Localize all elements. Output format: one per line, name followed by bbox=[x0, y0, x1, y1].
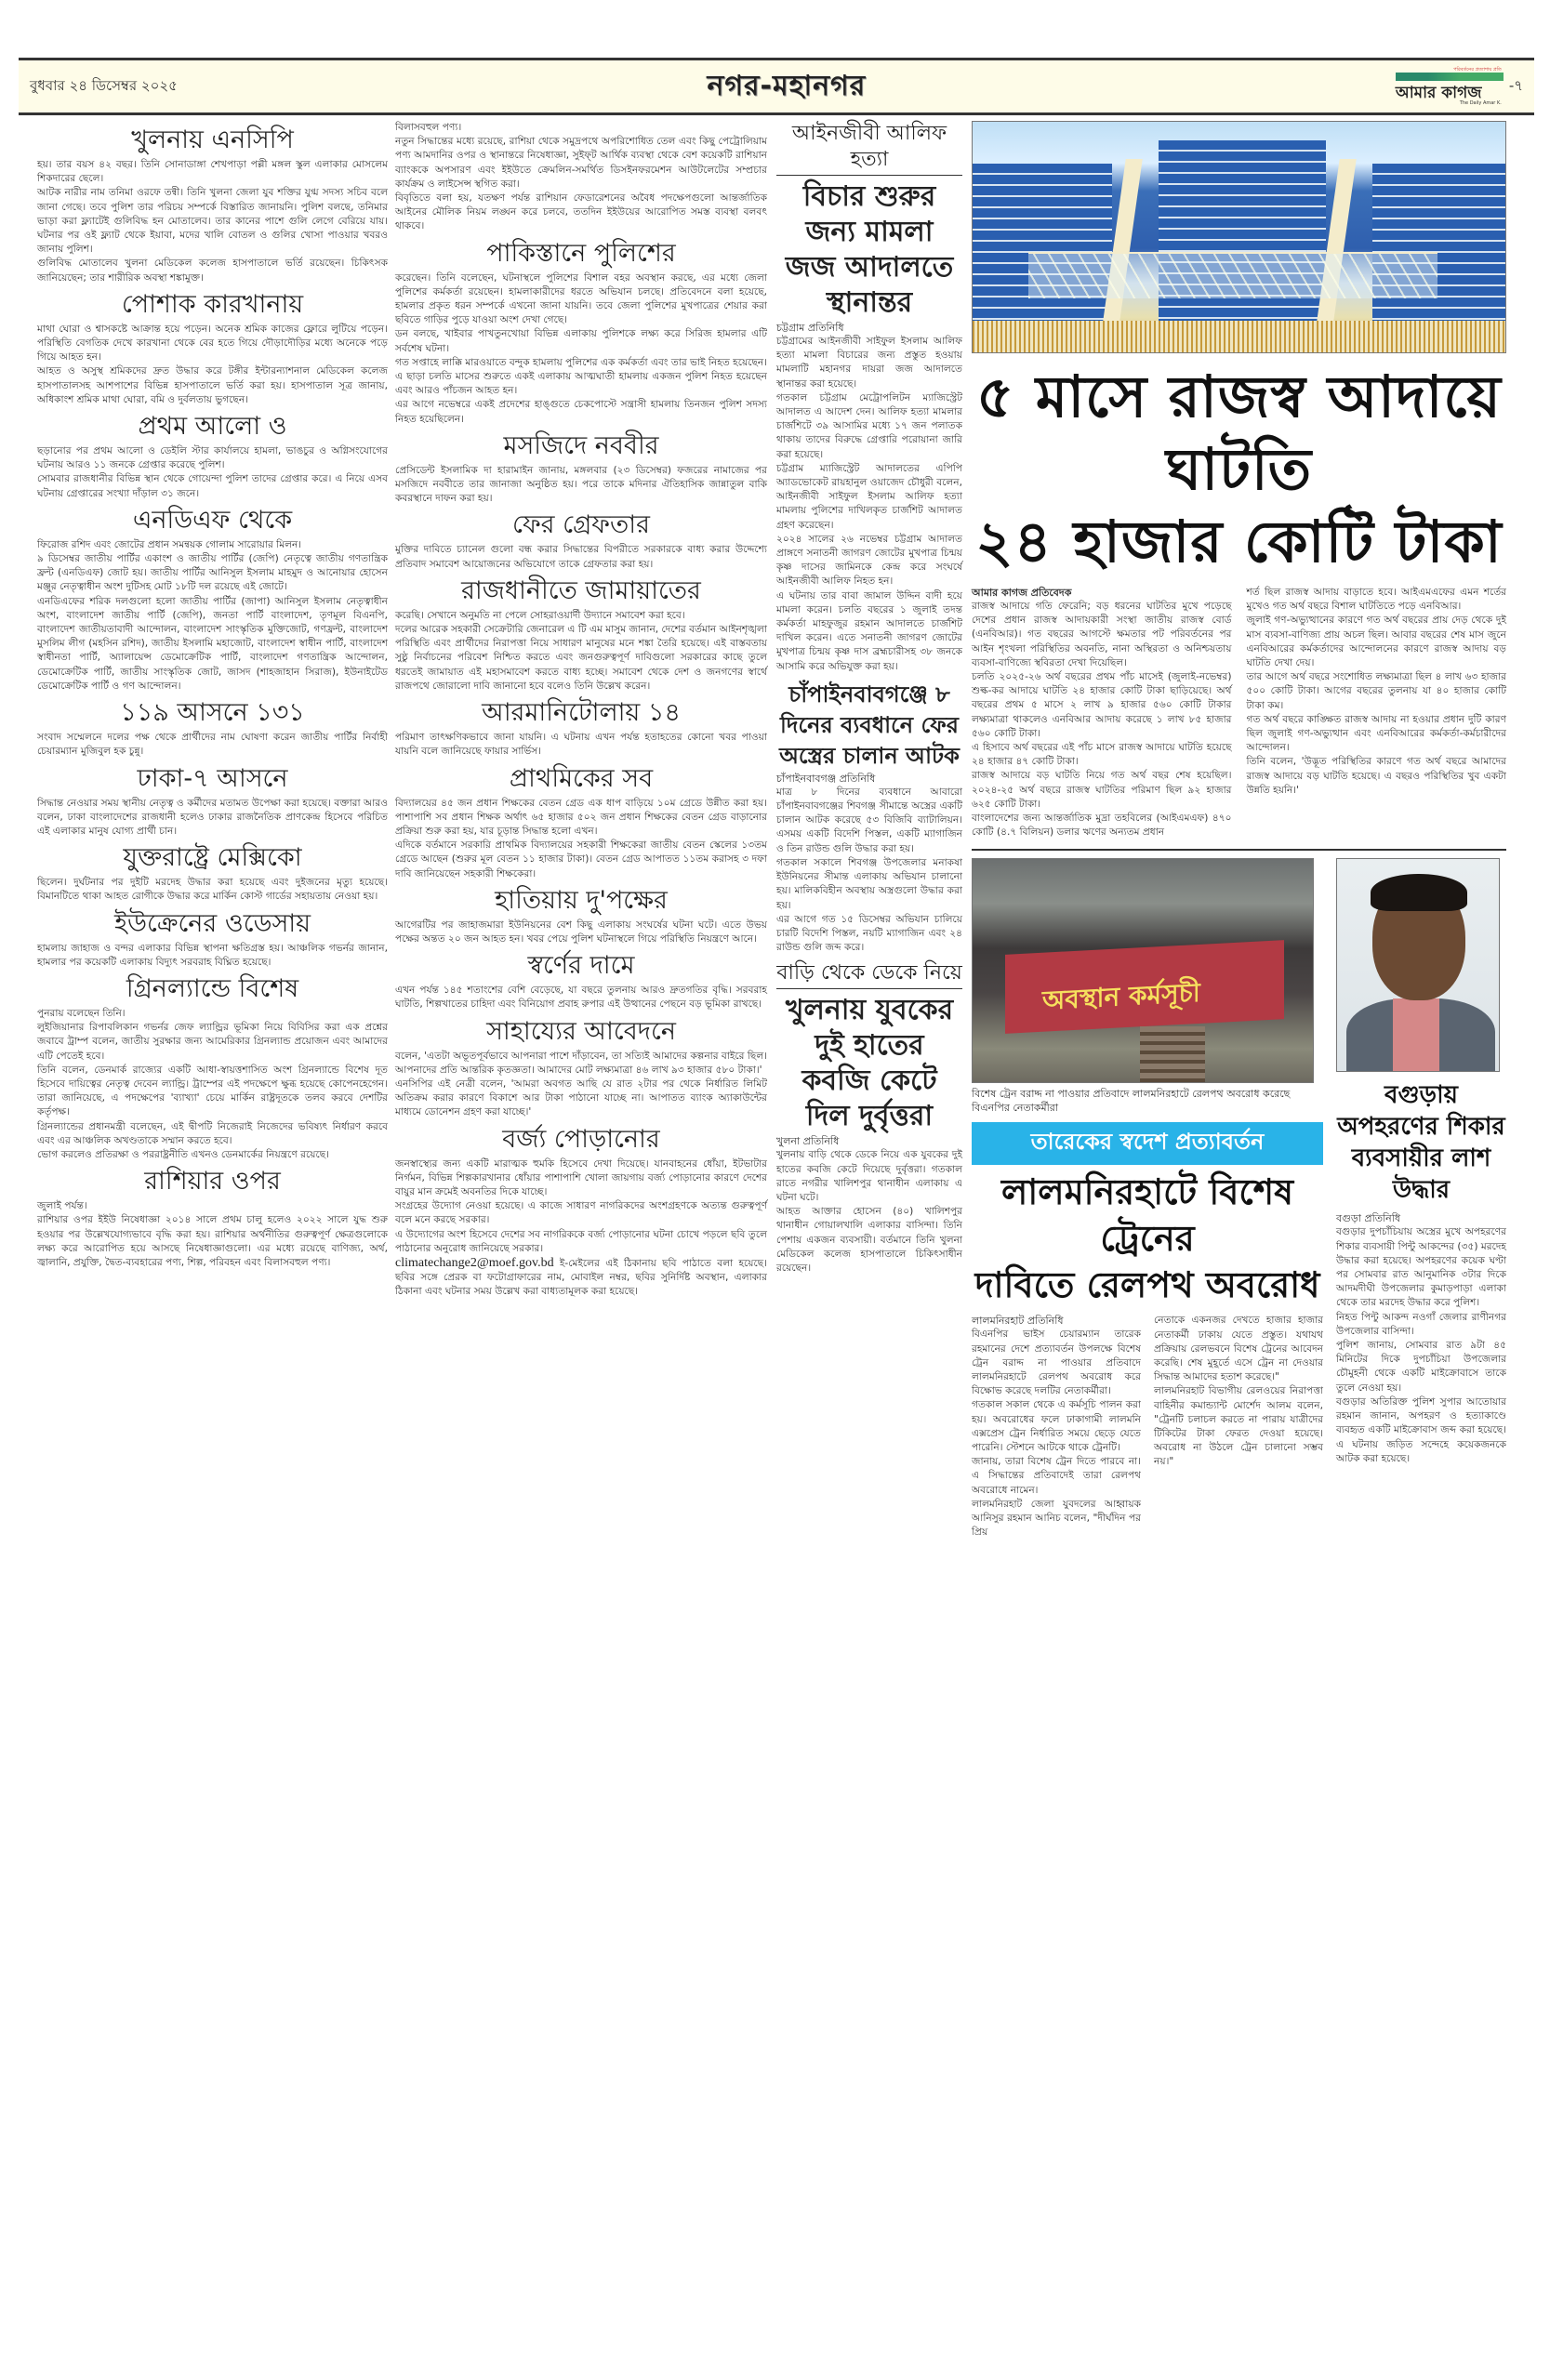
section-headline: এনডিএফ থেকে bbox=[132, 505, 293, 535]
paragraph: আটক নারীর নাম তনিমা ওরফে তন্বী। তিনি খুলনা জেলা যুব শক্তির যুগ্ম সদস্য সচিব বলে জানা গেছে। তবে পুলিশ তার পরিচয় সম্পর্কে বিস্তারিত জানায়নি। পুলিশ বলছে, তনিমার ভাড়া করা ফ্ল্যাটেই গুলিবিদ্ধ হন মোতালেব। তার কানের পাশে গুলি লেগে বেরিয়ে যায়। ঘটনার পর ওই ফ্ল্যাট থেকে ইয়াবা, মদের খালি বোতল ও গুলির খোসা পাওয়ার খবরও জানায় পুলিশ। bbox=[37, 187, 388, 256]
paragraph: করেছেন। তিনি বলেছেন, ঘটনাস্থলে পুলিশের বিশাল বহর অবস্থান করছে, এর মধ্যে জেলা পুলিশের কর্মকর্তা রয়েছেন। হামলাকারীদের ধরতে অভিযান চলছে। প্রতিবেদনে বলা হয়েছে, হামলার প্রকৃত ধরন সম্পর্কে এখনো জানা যায়নি। তবে জেলা পুলিশের মুখপাত্রের শেয়ার করা ছবিতে গাড়ির পুড়ে যাওয়া অংশ দেখা গেছে। bbox=[395, 271, 767, 326]
rail-body-col2 bbox=[1154, 1314, 1323, 1540]
lead-body bbox=[972, 586, 1506, 840]
paragraph: চট্টগ্রাম ম্যাজিস্ট্রেট আদালতের এপিপি অ্যাডভোকেট রায়হানুল ওয়াজেদ চৌধুরী বলেন, আইনজীবী সাইফুল ইসলাম আলিফ হত্যা মামলায় পুলিশের দাখিলকৃত চার্জশিট আদালত গ্রহণ করেছেন। bbox=[776, 462, 962, 531]
paragraph: জনস্বাস্থ্যের জন্য একটি মারাত্মক হুমকি হিসেবে দেখা দিয়েছে। যানবাহনের ধোঁয়া, ইটভাটার নির্গমন, বিভিন্ন শিল্পকারখানার ধোঁয়ার পাশাপাশি খোলা জায়গায় বর্জ্য পোড়ানোর কারণে দেশের বায়ুর মান ক্রমেই অবনতির দিকে যাচ্ছে। bbox=[395, 1157, 767, 1197]
paragraph: মাথা ঘোরা ও শ্বাসকষ্টে আক্রান্ত হয়ে পড়েন। অনেক শ্রমিক কাজের ফ্লোরে লুটিয়ে পড়েন। পরিস্থিতি বেগতিক দেখে কারখানা থেকে বের হতে গিয়ে দৌড়াদৌড়ির মধ্যে অনেকে পড়ে গিয়ে আহত হন। bbox=[37, 323, 388, 364]
paragraph: গুলিবিদ্ধ মোতালেব খুলনা মেডিকেল কলেজ হাসপাতালে ভর্তি রয়েছেন। চিকিৎসক জানিয়েছেন; তার শারীরিক অবস্থা শঙ্কামুক্ত। bbox=[37, 258, 388, 284]
paragraph: ৯ ডিসেম্বর জাতীয় পার্টির একাংশ ও জাতীয় পার্টির (জেপি) নেতৃত্বে জাতীয় গণতান্ত্রিক ফ্রন্ট (এনডিএফ) জোট হয়। জাতীয় পার্টির আনিসুল ইসলাম মাহমুদ ও আনোয়ার হোসেন মঞ্জুর নেতৃত্বাধীন অংশ দুটিসহ মোট ১৮টি দল রয়েছে এই জোটে। bbox=[37, 553, 388, 593]
nbr-building-photo bbox=[972, 121, 1506, 353]
paragraph: ফিরোজ রশিদ এবং জোটের প্রধান সমন্বয়ক গোলাম সারোয়ার মিলন। bbox=[37, 538, 302, 550]
section-headline: খুলনায় এনসিপি bbox=[131, 126, 294, 154]
paragraph: রাজস্ব আদায়ে বড় ঘাটতি নিয়ে গত অর্থ বছর শেষ হয়েছিল। ২০২৪-২৫ অর্থ বছরে রাজস্ব ঘাটতির পরিমাণ ছিল ৯২ হাজার ৬২৫ কোটি টাকা। bbox=[972, 770, 1232, 810]
section-headline: ঢাকা-৭ আসনে bbox=[137, 763, 288, 793]
paragraph: গত সপ্তাহে লাক্কি মারওয়াতে বন্দুক হামলায় পুলিশের এক কর্মকর্তা এবং তার ভাই নিহত হয়েছেন। এ ছাড়া চলতি মাসের শুরুতে একই এলাকায় আত্মঘাতী হামলায় একজন পুলিশ নিহত হয়েছেন এবং আরও পাঁচজন আহত হন। bbox=[395, 356, 767, 397]
section-headline: বর্জ্য পোড়ানোর bbox=[502, 1124, 660, 1154]
logo-subtitle: The Daily Amar K. bbox=[1459, 100, 1502, 106]
paragraph: বগুড়ার দুপচাঁচিয়ায় অস্ত্রের মুখে অপহরণের শিকার ব্যবসায়ী পিন্টু আকন্দের (৩৫) মরদেহ উদ্ধার করা হয়েছে। অপহরণের কয়েক ঘণ্টা পর সোমবার রাত আনুমানিক ৩টার দিকে আদমদীঘী উপজেলার কুমাড়পাড়া এলাকা থেকে তার মরদেহ উদ্ধার করে পুলিশ। bbox=[1336, 1226, 1506, 1309]
story-odesa bbox=[37, 908, 388, 970]
paragraph: মাত্র ৮ দিনের ব্যবধানে আবারো চাঁপাইনবাবগঞ্জের শিবগঞ্জ সীমান্তে অস্ত্রের একটি চালান আটক করেছে ৫৩ বিজিবি ব্যাটালিয়ন। এসময় একটি বিদেশি পিস্তল, একটি ম্যাগাজিন ও তিন রাউন্ড গুলি উদ্ধার করা হয়। bbox=[776, 786, 962, 854]
paragraph: ২০২৪ সালের ২৬ নভেম্বর চট্টগ্রাম আদালত প্রাঙ্গণে সনাতনী জাগরণ জোটের মুখপাত্র চিন্ময় কৃষ্ণ দাসের জামিনকে কেন্দ্র করে সংঘর্ষে আইনজীবী আলিফ নিহত হন। bbox=[776, 533, 962, 588]
protest-photo bbox=[972, 858, 1314, 1083]
story-headline: খুলনায় যুবকের দুই হাতের কবজি কেটে দিল দুর্বৃত্তরা bbox=[785, 994, 954, 1133]
portrait-shirt bbox=[1393, 998, 1439, 1072]
protest-banner bbox=[1005, 941, 1284, 1035]
section-headline: প্রথম আলো ও bbox=[138, 412, 287, 442]
glass-canopy bbox=[1028, 252, 1437, 298]
rail-headline bbox=[972, 1169, 1323, 1308]
section-title: নগর-মহানগর bbox=[707, 69, 867, 102]
paragraph: পুলিশ জানায়, সোমবার রাত ৯টা ৪৫ মিনিটের দিকে দুপচাঁচিয়া উপজেলার চৌমুহনী থেকে একটি মাইক্রোবাসে তাকে তুলে নেওয়া হয়। bbox=[1336, 1340, 1506, 1394]
paragraph bbox=[395, 1256, 767, 1300]
story-dhaka-7 bbox=[37, 763, 388, 840]
banner-text: অবস্থান কর্মসূচী bbox=[1042, 977, 1200, 1017]
paragraph: গত অর্থ বছরে কাঙ্ক্ষিত রাজস্ব আদায় না হওয়ার প্রধান দুটি কারণ ছিল জুলাই গণ-অভ্যুত্থান এবং এনবিআরের কর্মকর্তা-কর্মচারীদের আন্দোলন। bbox=[1246, 713, 1506, 754]
logo-name: আমার কাগজ bbox=[1395, 84, 1482, 102]
paragraph: ভোগ করলেও প্রতিরক্ষা ও পররাষ্ট্রনীতি এখনও ডেনমার্কের নিয়ন্ত্রণে রয়েছে। bbox=[37, 1148, 329, 1160]
paragraph: পরিমাণ তাৎক্ষণিকভাবে জানা যায়নি। এ ঘটনায় এখন পর্যন্ত হতাহতের কোনো খবর পাওয়া যায়নি বলে জানিয়েছে ফায়ার সার্ভিস। bbox=[395, 732, 767, 758]
issue-date: বুধবার ২৪ ডিসেম্বর ২০২৫ bbox=[30, 76, 178, 94]
story-kicker: আইনজীবী আলিফ হত্যা bbox=[776, 121, 962, 176]
story-headline: বিচার শুরুর জন্য মামলা জজ আদালতে স্থানান্তর bbox=[785, 180, 954, 319]
paragraph: এদিকে বর্তমানে সরকারি প্রাথমিক বিদ্যালয়ের সহকারী শিক্ষকেরা জাতীয় বেতন স্কেলের ১৩তম গ্রেডে আছেন (শুরুর মূল বেতন ১১ হাজার টাকা)। বেতন গ্রেড আপাতত ১১তম করাসহ ৩ দফা দাবি জানিয়েছেন সহকারী শিক্ষকেরা। bbox=[395, 840, 767, 879]
paragraph: পুনরায় বলেছেন তিনি। bbox=[37, 1007, 126, 1019]
paragraph: সোমবার রাজধানীর বিভিন্ন স্থান থেকে গোয়েন্দা পুলিশ তাদের গ্রেপ্তার করে। এ নিয়ে এসব ঘটনায় গ্রেপ্তারের সংখ্যা দাঁড়াল ৩১ জনে। bbox=[37, 473, 388, 499]
paragraph: গ্রিনল্যান্ডের প্রধানমন্ত্রী বলেছেন, এই দ্বীপটি নিজেরাই নিজেদের ভবিষ্যৎ নির্ধারণ করবে এবং এর আঞ্চলিক অখণ্ডতাকে সম্মান করতে হবে। bbox=[37, 1120, 388, 1146]
paragraph: দলের আরেক সহকারী সেক্রেটারি জেনারেল এ টি এম মাসুম জানান, দেশের বর্তমান আইনশৃঙ্খলা পরিস্থিতি এবং প্রার্থীদের নিরাপত্তা নিয়ে সাধারণ মানুষের মনে শঙ্কা তৈরি হয়েছে। এই বাস্তবতায় সুষ্ঠু নির্বাচনের পরিবেশ নিশ্চিত করতে এবং জনগুরুত্বপূর্ণ দাবিগুলো সরকারের কাছে তুলে ধরতেই জামায়াত এই মহাসমাবেশ করতে বাধ্য হচ্ছে। সমাবেশ থেকে দেশ ও জনগণের স্বার্থে রাজপথে জোরালো দাবি জানানো হবে বলেও তিনি উল্লেখ করেন। bbox=[395, 624, 767, 692]
newspaper-logo bbox=[1396, 67, 1504, 106]
story-alif-murder bbox=[776, 121, 962, 674]
paragraph: লুইজিয়ানার রিপাবলিকান গভর্নর জেফ ল্যান্ড্রির ভূমিকা নিয়ে বিবিসির করা এক প্রশ্নের জবাবে ট্রাম্প বলেন, জাতীয় সুরক্ষার জন্য আমেরিকার গ্রিনল্যান্ড প্রয়োজন এবং আমাদের এটি পেতেই হবে। bbox=[37, 1022, 388, 1062]
paragraph: ছিলেন। দুর্ঘটনার পর দুইটি মরদেহ উদ্ধার করা হয়েছে এবং দুইজনের মৃত্যু হয়েছে। বিমানটিতে থাকা আহত রোগীকে উদ্ধার করে মার্কিন কোস্ট গার্ডের সহায়তায় নেওয়া হয়। bbox=[37, 877, 388, 903]
story-ndf bbox=[37, 505, 388, 694]
narrow-column bbox=[776, 121, 962, 1276]
photo-caption: বিশেষ ট্রেন বরাদ্দ না পাওয়ার প্রতিবাদে লালমনিরহাটে রেলপথ অবরোধ করেছে বিএনপির নেতাকর্মীরা bbox=[972, 1088, 1291, 1115]
paragraph: এ ঘটনায় তার বাবা জামাল উদ্দিন বাদী হয়ে মামলা করেন। চলতি বছরের ১ জুলাই তদন্ত কর্মকর্তা মাহফুজুর রহমান আদালতে চার্জশিট দাখিল করেন। এতে সনাতনী জাগরণ জোটের মুখপাত্র চিন্ময় কৃষ্ণ দাস ব্রহ্মচারীসহ ৩৮ জনকে আসামি করে অভিযুক্ত করা হয়। bbox=[776, 589, 962, 672]
lead-body-col1 bbox=[972, 586, 1232, 840]
lead-headline-line2: ২৪ হাজার কোটি টাকা bbox=[975, 508, 1503, 575]
byline: চাঁপাইনবাবগঞ্জ প্রতিনিধি bbox=[776, 772, 876, 785]
paragraph: সংগ্রহের উদ্যোগ নেওয়া হয়েছে। এ কাজে সাধারণ নাগরিকদের অংশগ্রহণকে অত্যন্ত গুরুত্বপূর্ণ বলে মনে করছে সরকার। bbox=[395, 1200, 767, 1226]
bogura-block bbox=[1336, 858, 1506, 1540]
victim-portrait bbox=[1336, 858, 1500, 1072]
lead-headline bbox=[972, 361, 1506, 578]
paragraph: এর আগে গত ১৫ ডিসেম্বর অভিযান চালিয়ে চারটি বিদেশি পিস্তল, নয়টি ম্যাগাজিন এবং ২৪ রাউন্ড গুলি জব্দ করে। bbox=[776, 913, 962, 954]
page-number: -৭ bbox=[1508, 76, 1523, 94]
paragraph: নেতাকে একনজর দেখতে হাজার হাজার নেতাকর্মী ঢাকায় যেতে প্রস্তুত। যথাযথ প্রক্রিয়ায় রেলভবনে বিশেষ ট্রেনের আবেদন করেছি। শেষ মুহূর্তে এসে ট্রেন না দেওয়ার সিদ্ধান্ত আমাদের হতাশ করেছে।" bbox=[1154, 1315, 1323, 1383]
middle-column bbox=[395, 121, 767, 1300]
paragraph: বলেন, 'এতটা অভূতপূর্বভাবে আপনারা পাশে দাঁড়াবেন, তা সত্যিই আমাদের কল্পনার বাইরে ছিল। আপনাদের প্রতি আন্তরিক কৃতজ্ঞতা। আমাদের মোট লক্ষ্যমাত্রা ৪৬ লাখ ৯৩ হাজার ৫৮০ টাকা।' bbox=[395, 1050, 767, 1076]
story-pakistan-police bbox=[395, 238, 767, 427]
rail-body-col1 bbox=[972, 1314, 1141, 1540]
paragraph: আগেরটির পর জাহাজমারা ইউনিয়নের বেশ কিছু এলাকায় সংঘর্ষের ঘটনা ঘটে। এতে উভয় পক্ষের অন্তত ২০ জন আহত হন। খবর পেয়ে পুলিশ ঘটনাস্থলে গিয়ে পরিস্থিতি নিয়ন্ত্রণে আনে। bbox=[395, 919, 767, 945]
rail-block bbox=[972, 858, 1323, 1540]
paragraph: ছড়ানোর পর প্রথম আলো ও ডেইলি স্টার কার্যালয়ে হামলা, ভাঙচুর ও অগ্নিসংযোগের ঘটনায় আরও ১১ জনকে গ্রেপ্তার করেছে পুলিশ। bbox=[37, 445, 388, 471]
topic-banner-text: তারেকের স্বদেশ প্রত্যাবর্তন bbox=[1030, 1129, 1265, 1156]
section-headline: রাজধানীতে জামায়াতের bbox=[461, 575, 701, 605]
paragraph: বিএনপির ভাইস চেয়ারম্যান তারেক রহমানের দেশে প্রত্যাবর্তন উপলক্ষে বিশেষ ট্রেন বরাদ্দ না পাওয়ার প্রতিবাদে লালমনিরহাটে রেলপথ অবরোধ করে বিক্ষোভ করেছে দলটির নেতাকর্মীরা। bbox=[972, 1329, 1141, 1397]
section-headline: ইউক্রেনের ওডেসায় bbox=[113, 908, 311, 938]
right-column bbox=[972, 121, 1506, 1540]
paragraph: জানায়, তারা বিশেষ ট্রেন দিতে পারবে না। এ সিদ্ধান্তের প্রতিবাদেই তারা রেলপথ অবরোধে নামেন। bbox=[972, 1456, 1141, 1496]
paragraph: বাংলাদেশের জন্য আন্তর্জাতিক মুদ্রা তহবিলের (আইএমএফ) ৪৭০ কোটি (৪.৭ বিলিয়ন) ডলার ঋণের অন্যতম প্রধান bbox=[972, 813, 1232, 839]
paragraph: এর আগে নভেম্বরে একই প্রদেশের হাঙ্গুতে চেকপোস্টে সন্ত্রাসী হামলায় তিনজন পুলিশ সদস্য নিহত হয়েছিলেন। bbox=[395, 399, 767, 425]
paragraph: চলতি ২০২৫-২৬ অর্থ বছরের প্রথম পাঁচ মাসেই (জুলাই-নভেম্বর) শুল্ক-কর আদায়ে ঘাটতি ২৪ হাজার কোটি টাকা ছাড়িয়েছে। অর্থ বছরের প্রথম ৫ মাসে ২ লাখ ৯ হাজার ৫৬০ কোটি টাকার লক্ষ্যমাত্রা থাকলেও এনবিআর আদায় করেছে ১ লাখ ৮৫ হাজার ৫৬০ কোটি টাকা। bbox=[972, 671, 1232, 739]
building-block bbox=[1159, 140, 1326, 326]
paragraph: গতকাল চট্টগ্রাম মেট্রোপলিটন ম্যাজিস্ট্রেট আদালত এ আদেশ দেন। আলিফ হত্যা মামলার চার্জশিটে ৩৯ আসামির মধ্যে ১৭ জন পলাতক থাকায় তাদের বিরুদ্ধে গ্রেপ্তারি পরোয়ানা জারি করা হয়েছে। bbox=[776, 391, 962, 460]
section-headline: প্রাথমিকের সব bbox=[509, 763, 654, 793]
byline: চট্টগ্রাম প্রতিনিধি bbox=[776, 322, 844, 334]
paragraph: রাশিয়ার ওপর ইইউ নিষেধাজ্ঞা ২০১৪ সালে প্রথম চালু হলেও ২০২২ সালে যুদ্ধ শুরু হওয়ার পর উল্লেখযোগ্যভাবে বৃদ্ধি করা হয়। রাশিয়ার অর্থনীতির গুরুত্বপূর্ণ ক্ষেত্রগুলোকে লক্ষ্য করে আরোপিত হয়ে আসছে নিষেধাজ্ঞাগুলো। এর মধ্যে রয়েছে বাণিজ্য, অর্থ, জ্বালানি, প্রযুক্তি, দ্বৈত-ব্যবহারের পণ্য, শিল্প, পরিবহন এবং বিলাসবহুল পণ্য। bbox=[37, 1214, 388, 1268]
paragraph: মুক্তির দাবিতে চ্যানেল গুলো বন্ধ করার সিদ্ধান্তের বিপরীতে সরকারকে বাধ্য করার উদ্দেশ্যে প্রতিবাদ সমাবেশ আয়োজনের অভিযোগে তাকে গ্রেফতার করা হয়। bbox=[395, 544, 767, 570]
topic-banner bbox=[972, 1122, 1323, 1165]
section-headline: রাশিয়ার ওপর bbox=[144, 1167, 281, 1197]
paragraph: খুলনায় বাড়ি থেকে ডেকে নিয়ে এক যুবকের দুই হাতের কবজি কেটে দিয়েছে দুর্বৃত্তরা। গতকাল রাতে নগরীর খালিশপুর থানাধীন এলাকায় এ ঘটনা ঘটে। bbox=[776, 1149, 962, 1203]
story-khulna-youth bbox=[776, 960, 962, 1276]
byline: বগুড়া প্রতিনিধি bbox=[1336, 1212, 1401, 1225]
story-jamaat-rally bbox=[395, 575, 767, 694]
section-headline: স্বর্ণের দামে bbox=[527, 951, 635, 981]
story-primary-teachers bbox=[395, 763, 767, 881]
section-headline: মসজিদে নববীর bbox=[503, 430, 659, 460]
section-headline: গ্রিনল্যান্ডে বিশেষ bbox=[126, 973, 299, 1003]
byline: খুলনা প্রতিনিধি bbox=[776, 1135, 840, 1148]
story-headline: চাঁপাইনবাবগঞ্জে ৮ দিনের ব্যবধানে ফের অস্ত্রের চালান আটক bbox=[779, 681, 960, 769]
story-garment-factory bbox=[37, 289, 388, 407]
story-mexico bbox=[37, 842, 388, 904]
story-rearrest bbox=[395, 509, 767, 571]
paragraph: জুলাই পর্যন্ত। bbox=[37, 1200, 87, 1212]
paragraph: আহত ও অসুস্থ শ্রমিকদের দ্রুত উদ্ধার করে টঙ্গীর ইন্টারন্যাশনাল মেডিকেল কলেজ হাসপাতালসহ আশপাশের বিভিন্ন হাসপাতালে ভর্তি করা হয়। হাসপাতাল সূত্র জানায়, অধিকাংশ শ্রমিক মাথা ঘোরা, বমি ও দুর্বলতায় ভুগছেন। bbox=[37, 365, 388, 405]
lead-body-col2 bbox=[1247, 586, 1507, 840]
paragraph: আহত আক্তার হোসেন (৪০) খালিশপুর থানাধীন গোয়ালখালি এলাকার বাসিন্দা। তিনি পেশায় একজন ব্যবসায়ী। বর্তমানে তিনি খুলনা মেডিকেল কলেজ হাসপাতালে চিকিৎসাধীন রয়েছেন। bbox=[776, 1206, 962, 1274]
story-kicker: বাড়ি থেকে ডেকে নিয়ে bbox=[776, 960, 962, 989]
paragraph: জুলাই গণ-অভ্যুত্থানের কারণে গত অর্থ বছরের প্রায় দেড় থেকে দুই মাস ব্যবসা-বাণিজ্য প্রায় অচল ছিল। আবার বছরের শেষ মাস জুনে এনবিআরের কর্মকর্তাদের আন্দোলনের কারণে রাজস্ব আদায় বড় ঘাটতি দেখা দেয়। bbox=[1246, 615, 1506, 669]
paragraph: এনসিপির এই নেত্রী বলেন, 'আমরা অবগত আছি যে রাত ২টার পর থেকে নির্ধারিত লিমিট অতিক্রম করার কারণে বিকাশে আর টাকা পাঠানো যাচ্ছে না। আপাতত ব্যাংক অ্যাকাউন্টের মাধ্যমে ডোনেশন গ্রহণ করা যাচ্ছে।' bbox=[395, 1078, 767, 1118]
story-masjid-nababi bbox=[395, 430, 767, 507]
story-armanitola bbox=[395, 697, 767, 759]
paragraph: বিবৃতিতে বলা হয়, যতক্ষণ পর্যন্ত রাশিয়ান ফেডারেশনের অবৈধ পদক্ষেপগুলো আন্তর্জাতিক আইনের মৌলিক নিয়ম লঙ্ঘন করে চলবে, ততদিন ইইউয়ের আরোপিত সমস্ত ব্যবস্থা বলবৎ থাকবে। bbox=[395, 192, 767, 232]
paragraph: এনডিএফের শরিক দলগুলো হলো জাতীয় পার্টির (জাপা) আনিসুল ইসলাম নেতৃত্বাধীন অংশ, বাংলাদেশ জাতীয় পার্টি (জেপি), জনতা পার্টি বাংলাদেশ, তৃণমূল বিএনপি, বাংলাদেশ জাতীয়তাবাদী আন্দোলন, বাংলাদেশ সাংস্কৃতিক মুক্তিজোট, গণফ্রন্ট, বাংলাদেশ মুসলিম লীগ (মহসিন রশিদ), জাতীয় ইসলামি মহাজোট, বাংলাদেশ স্বাধীন পার্টি, বাংলাদেশ স্বাধীনতা পার্টি, অ্যালায়েন্স ডেমোক্রেটিক পার্টি, বাংলাদেশ গণতান্ত্রিক আন্দোলন, ডেমোক্রেটিক পার্টি, জাতীয় সাংস্কৃতিক জোট, জাসদ (শাহজাহান সিরাজ), ইউনাইটেড ডেমোক্রেটিক পার্টি ও গণ আন্দোলন। bbox=[37, 595, 388, 692]
paragraph: বিদ্যালয়ের ৪৫ জন প্রধান শিক্ষকের বেতন গ্রেড এক ধাপ বাড়িয়ে ১০ম গ্রেডে উন্নীত করা হয়। পাশাপাশি সব প্রধান শিক্ষক অর্থাৎ ৬৫ হাজার ৫০২ জন প্রধান শিক্ষকের বেতন গ্রেড বাড়ানোর প্রক্রিয়া শুরু করা হয়, যার চূড়ান্ত সিদ্ধান্ত হলো এখন। bbox=[395, 797, 767, 837]
rail-track bbox=[1140, 1026, 1205, 1082]
newspaper-brand bbox=[1396, 67, 1523, 106]
story-greenland bbox=[37, 973, 388, 1162]
paragraph: লালমনিরহাট বিভাগীয় রেলওয়ের নিরাপত্তা বাহিনীর কমান্ড্যান্ট মোর্শেদ আলম বলেন, "ট্রেনটি চলাচল করতে না পারায় যাত্রীদের টিকিটের টাকা ফেরত দেওয়া হয়েছে। অবরোধ না উঠলে ট্রেন চালানো সম্ভব নয়।" bbox=[1154, 1385, 1323, 1468]
section-headline: পাকিস্তানে পুলিশের bbox=[486, 238, 676, 268]
story-eu-sanctions-cont bbox=[395, 121, 767, 234]
section-headline: পোশাক কারখানায় bbox=[121, 289, 304, 319]
paragraph: ডন বলছে, খাইবার পাখতুনখোয়া বিভিন্ন এলাকায় পুলিশকে লক্ষ্য করে সিরিজ হামলার এটি সর্বশেষ ঘটনা। bbox=[395, 328, 767, 354]
paragraph: প্রেসিডেন্ট ইসলামিক দা হারামাইন জানায়, মঙ্গলবার (২৩ ডিসেম্বর) ফজরের নামাজের পর মসজিদে নববীতে তার জানাজা অনুষ্ঠিত হয়। পরে তাকে মদিনার ঐতিহাসিক জান্নাতুল বাকি কবরস্থানে দাফন করা হয়। bbox=[395, 464, 767, 505]
story-chapainawabganj-arms bbox=[776, 680, 962, 955]
paragraph: শর্ত ছিল রাজস্ব আদায় বাড়াতে হবে। আইএমএফের এমন শর্তের মুখেও গত অর্থ বছরে বিশাল ঘাটতিতে পড়ে এনবিআর। bbox=[1246, 587, 1506, 613]
paragraph: গতকাল সকাল থেকে এ কর্মসূচি পালন করা হয়। অবরোধের ফলে ঢাকাগামী লালমনি এক্সপ্রেস ট্রেন নির্ধারিত সময়ে ছেড়ে যেতে পারেনি। স্টেশনে আটকে থাকে ট্রেনটি। bbox=[972, 1399, 1141, 1454]
paragraph: লালমনিরহাট জেলা যুবদলের আহ্বায়ক আনিসুর রহমান আনিচ বলেন, "দীর্ঘদিন পর প্রিয় bbox=[972, 1498, 1141, 1539]
paragraph: তিনি বলেন, 'উদ্ভূত পরিস্থিতির কারণে গত অর্থ বছরে আমাদের রাজস্ব আদায়ে বড় ঘাটতি হয়েছে। এ বছরও পরিস্থিতির খুব একটা উন্নতি হয়নি।' bbox=[1246, 756, 1506, 796]
story-russia-sanctions bbox=[37, 1166, 388, 1270]
bogura-headline: বগুড়ায় অপহরণের শিকার ব্যবসায়ীর লাশ উদ্ধার bbox=[1337, 1081, 1505, 1205]
logo-tagline: পরিবর্তনের প্রত্যাশায় প্রতি bbox=[1453, 67, 1502, 73]
divider bbox=[972, 849, 1506, 851]
section-headline: ১১৯ আসনে ১৩১ bbox=[120, 698, 305, 728]
paragraph: করেছি। সেখানে অনুমতি না পেলে সোহরাওয়ার্দী উদ্যানে সমাবেশ করা হবে। bbox=[395, 609, 685, 621]
paragraph: বগুড়ার অতিরিক্ত পুলিশ সুপার আতোয়ার রহমান জানান, অপহরণ ও হত্যাকাণ্ডে ব্যবহৃত একটি মাইক্রোবাস জব্দ করা হয়েছে। এ ঘটনায় জড়িত সন্দেহে কয়েকজনকে আটক করা হয়েছে। bbox=[1336, 1395, 1506, 1464]
story-khulna-ncp bbox=[37, 125, 388, 285]
left-column bbox=[37, 121, 388, 1270]
fence bbox=[973, 321, 1505, 352]
story-prothom-alo bbox=[37, 411, 388, 501]
paragraph: এখন পর্যন্ত ১৪৫ শতাংশের বেশি বেড়েছে, যা বছরে তুলনায় আরও দ্রুতগতির বৃদ্ধি। সরবরাহ ঘাটতি, শিল্পখাতের চাহিদা এবং বিনিয়োগ প্রবাহ রুপার এই উত্থানের পেছনে বড় ভূমিকা রাখছে। bbox=[395, 985, 767, 1011]
story-hatiya-clash bbox=[395, 885, 767, 946]
rail-headline-line2: দাবিতে রেলপথ অবরোধ bbox=[974, 1264, 1320, 1306]
story-gold-price bbox=[395, 950, 767, 1012]
story-119-seats bbox=[37, 697, 388, 759]
lead-headline-line1: ৫ মাসে রাজস্ব আদায়ে ঘাটতি bbox=[976, 363, 1502, 503]
paragraph: গতকাল সকালে শিবগঞ্জ উপজেলার মনাকষা ইউনিয়নের সীমান্ত এলাকায় অভিযান চালানো হয়। মালিকবিহীন অবস্থায় অস্ত্রগুলো উদ্ধার করা হয়। bbox=[776, 856, 962, 911]
paragraph: চট্টগ্রামের আইনজীবী সাইফুল ইসলাম আলিফ হত্যা মামলা বিচারের জন্য প্রস্তুত হওয়ায় মামলাটি মহানগর দায়রা জজ আদালতে স্থানান্তর করা হয়েছে। bbox=[776, 336, 962, 390]
section-headline: হাতিয়ায় দু'পক্ষের bbox=[495, 885, 668, 915]
paragraph: রাজস্ব আদায়ে গতি ফেরেনি; বড় ধরনের ঘাটতির মুখে পড়েছে দেশের প্রধান রাজস্ব আদায়কারী সংস্থা জাতীয় রাজস্ব বোর্ড (এনবিআর)। গত বছরের আগস্টে ক্ষমতার পট পরিবর্তনের পর আইন শৃংখলা পরিস্থিতির অবনতি, নানা অস্থিরতা ও অনিশ্চয়তায় ব্যবসা-বাণিজ্যে স্থবিরতা দেখা দিয়েছিল। bbox=[972, 601, 1232, 668]
section-headline: যুক্তরাষ্ট্রে মেক্সিকো bbox=[123, 843, 302, 873]
paragraph: তার আগে অর্থ বছরে সংশোধিত লক্ষ্যমাত্রা ছিল ৪ লাখ ৬৩ হাজার ৫০০ কোটি টাকা। আগের বছরের তুলনায় যা ৪০ হাজার কোটি টাকা কম। bbox=[1246, 671, 1506, 711]
section-headline: আরমানিটোলায় ১৪ bbox=[482, 698, 681, 728]
email-link[interactable]: climatechange2@moef.gov.bd bbox=[395, 1255, 554, 1270]
paragraph: হয়। তার বয়স ৪২ বছর। তিনি সোনাডাঙ্গা শেখপাড়া পল্লী মঙ্গল স্কুল এলাকার মোসলেম শিকদারের ছেলে। bbox=[37, 159, 388, 185]
paragraph: সিদ্ধান্ত নেওয়ার সময় স্থানীয় নেতৃত্ব ও কর্মীদের মতামত উপেক্ষা করা হয়েছে। বক্তারা আরও বলেন, ঢাকা বাংলাদেশের রাজধানী হলেও ঢাকার রাজনৈতিক প্রাণকেন্দ্র হিসেবে পরিচিত এই এলাকার মানুষ যোগ্য প্রার্থী চান। bbox=[37, 797, 388, 837]
portrait-hair bbox=[1371, 874, 1467, 911]
story-donation-appeal bbox=[395, 1016, 767, 1120]
paragraph: সংবাদ সম্মেলনে দলের পক্ষ থেকে প্রার্থীদের নাম ঘোষণা করেন জাতীয় পার্টির নির্বাহী চেয়ারম্যান মুজিবুল হক চুন্নু। bbox=[37, 732, 388, 758]
byline: লালমনিরহাট প্রতিনিধি bbox=[972, 1315, 1064, 1328]
paragraph: হামলায় জাহাজ ও বন্দর এলাকার বিভিন্ন স্থাপনা ক্ষতিগ্রস্ত হয়। আঞ্চলিক গভর্নর জানান, হামলার পর কয়েকটি এলাকায় বিদ্যুৎ সরবরাহ বিঘ্নিত হয়েছে। bbox=[37, 942, 388, 968]
byline: আমার কাগজ প্রতিবেদক bbox=[972, 587, 1072, 599]
paragraph: বিলাসবহুল পণ্য। bbox=[395, 122, 462, 133]
right-lower-block bbox=[972, 858, 1506, 1540]
story-waste-burning bbox=[395, 1124, 767, 1300]
section-headline: ফের গ্রেফতার bbox=[512, 510, 650, 540]
rail-headline-line1: লালমনিরহাটে বিশেষ ট্রেনের bbox=[1000, 1171, 1294, 1260]
lead-story-revenue bbox=[972, 121, 1506, 840]
section-headline: সাহায্যের আবেদনে bbox=[486, 1016, 676, 1046]
paragraph: নিহত পিন্টু আকন্দ নওগাঁ জেলার রাণীনগর উপজেলার বাসিন্দা। bbox=[1336, 1311, 1506, 1337]
email-text: ই-মেইলের এই ঠিকানায় ছবি পাঠাতে বলা হয়েছে। ছবির সঙ্গে প্রেরক বা ফটোগ্রাফারের নাম, মোবাইল নম্বর, ছবির সুনির্দিষ্ট অবস্থান, এলাকার ঠিকানা এবং ঘটনার সময় উল্লেখ করা বাধ্যতামূলক করা হয়েছে। bbox=[395, 1257, 767, 1298]
paragraph: তিনি বলেন, ডেনমার্ক রাজ্যের একটি আধা-স্বায়ত্তশাসিত অংশ গ্রিনল্যান্ডে বিশেষ দূত হিসেবে দায়িত্বের নেতৃত্ব দেবেন ল্যান্ড্রি। ট্রাম্পের এই পদক্ষেপে ক্ষুব্ধ হয়েছে কোপেনহেগেন। তারা জানিয়েছে, এ পদক্ষেপের 'ব্যাখ্যা' চেয়ে মার্কিন রাষ্ট্রদূতকে তলব করবে দেশটির কর্তৃপক্ষ। bbox=[37, 1064, 388, 1118]
paragraph: এ উদ্যোগের অংশ হিসেবে দেশের সব নাগরিককে বর্জ্য পোড়ানোর ঘটনা চোখে পড়লে ছবি তুলে পাঠানোর অনুরোধ জানিয়েছে সরকার। bbox=[395, 1228, 767, 1254]
paragraph: এ হিসাবে অর্থ বছরের এই পাঁচ মাসে রাজস্ব আদায়ে ঘাটতি হয়েছে ২৪ হাজার ৪৭ কোটি টাকা। bbox=[972, 742, 1232, 768]
page-masthead bbox=[19, 58, 1534, 115]
paragraph: নতুন সিদ্ধান্তের মধ্যে রয়েছে, রাশিয়া থেকে সমুদ্রপথে অপরিশোধিত তেল এবং কিছু পেট্রোলিয়াম পণ্য আমদানির ওপর ও স্থানান্তরে নিষেধাজ্ঞা, সুইফ্‌ট আর্থিক ব্যবস্থা থেকে বেশ কয়েকটি রাশিয়ান ব্যাংককে অপসারণ এবং ইইউতে ক্রেমলিন-সমর্থিত ডিসইনফরমেশন আউটলেটের সম্প্রচার কার্যক্রম ও লাইসেন্স স্থগিত করা। bbox=[395, 136, 767, 190]
rail-body bbox=[972, 1314, 1323, 1540]
